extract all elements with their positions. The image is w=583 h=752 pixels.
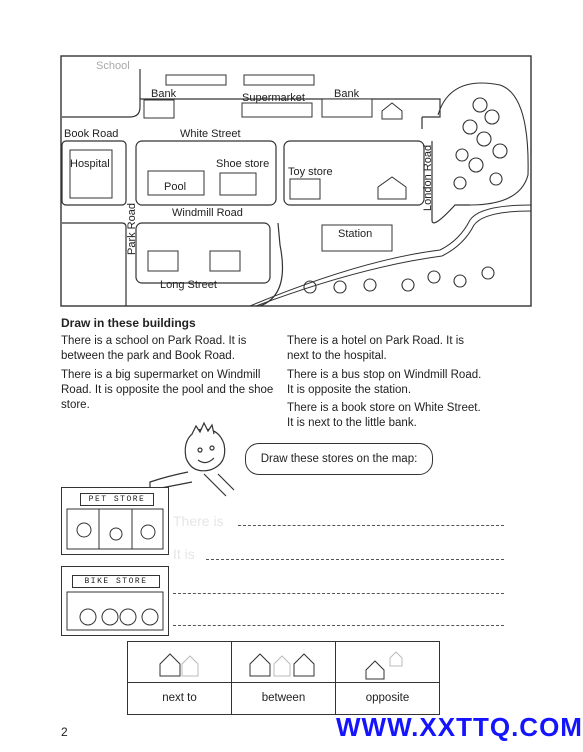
map-label-long-street: Long Street (160, 279, 217, 291)
pet-store-sign: PET STORE (80, 493, 154, 506)
cell-next-to (128, 642, 232, 714)
answer-line-1[interactable] (238, 525, 504, 526)
answer-line-4[interactable] (173, 625, 504, 626)
answer-line-2[interactable] (206, 559, 504, 560)
bike-store-picture (61, 566, 169, 636)
map-label-shoe-store: Shoe store (216, 158, 270, 170)
map-label-hospital: Hospital (70, 158, 110, 170)
town-map (60, 55, 532, 307)
map-label-school: School (96, 60, 130, 72)
instructions-title: Draw in these buildings (61, 316, 196, 330)
map-label-pool: Pool (164, 181, 187, 193)
label-opposite: opposite (365, 692, 410, 704)
cell-opposite (336, 642, 439, 714)
opposite-houses-icon (358, 650, 418, 680)
speech-bubble: Draw these stores on the map: (245, 443, 433, 475)
ghost-text-there-is: There is (173, 513, 224, 529)
label-next-to: next to (162, 692, 197, 704)
sentence-bus-stop: There is a bus stop on Windmill Road. It is opposite the station. (287, 369, 482, 396)
cell-separator (336, 682, 439, 683)
map-label-station: Station (338, 228, 373, 240)
sentence-book-store: There is a book store on White Street. It is next to the little bank. (287, 402, 481, 429)
bike-store-sign: BIKE STORE (72, 575, 160, 588)
map-label-toy-store: Toy store (288, 166, 333, 178)
answer-line-3[interactable] (173, 593, 504, 594)
bike-store-window (66, 591, 164, 631)
cell-separator (128, 682, 231, 683)
sentence-supermarket: There is a big supermarket on Windmill Road. It is opposite the pool and the shoe store. (61, 369, 274, 411)
map-label-london-road: London Road (422, 144, 434, 211)
prepositions-table (127, 641, 440, 715)
map-label-bank-1: Bank (151, 88, 177, 100)
map-label-supermarket: Supermarket (242, 92, 305, 104)
map-label-bank-2: Bank (334, 88, 360, 100)
watermark: WWW.XXTTQ.COM (336, 712, 583, 742)
pet-store-picture (61, 487, 169, 555)
map-label-windmill-road: Windmill Road (172, 207, 243, 219)
cell-separator (232, 682, 335, 683)
map-label-book-road: Book Road (64, 128, 119, 140)
ghost-text-it-is: It is (173, 546, 195, 562)
houses-icon (246, 650, 322, 678)
sentence-hotel: There is a hotel on Park Road. It is next to the hospital. (287, 335, 465, 362)
label-between: between (261, 692, 306, 704)
map-label-park-road: Park Road (126, 203, 138, 255)
map-label-white-street: White Street (180, 128, 241, 140)
house-icon (156, 650, 204, 678)
page-number: 2 (61, 725, 68, 739)
cell-between (232, 642, 336, 714)
sentence-school: There is a school on Park Road. It is between the park and Book Road. (61, 335, 247, 362)
pet-store-window (66, 508, 164, 550)
